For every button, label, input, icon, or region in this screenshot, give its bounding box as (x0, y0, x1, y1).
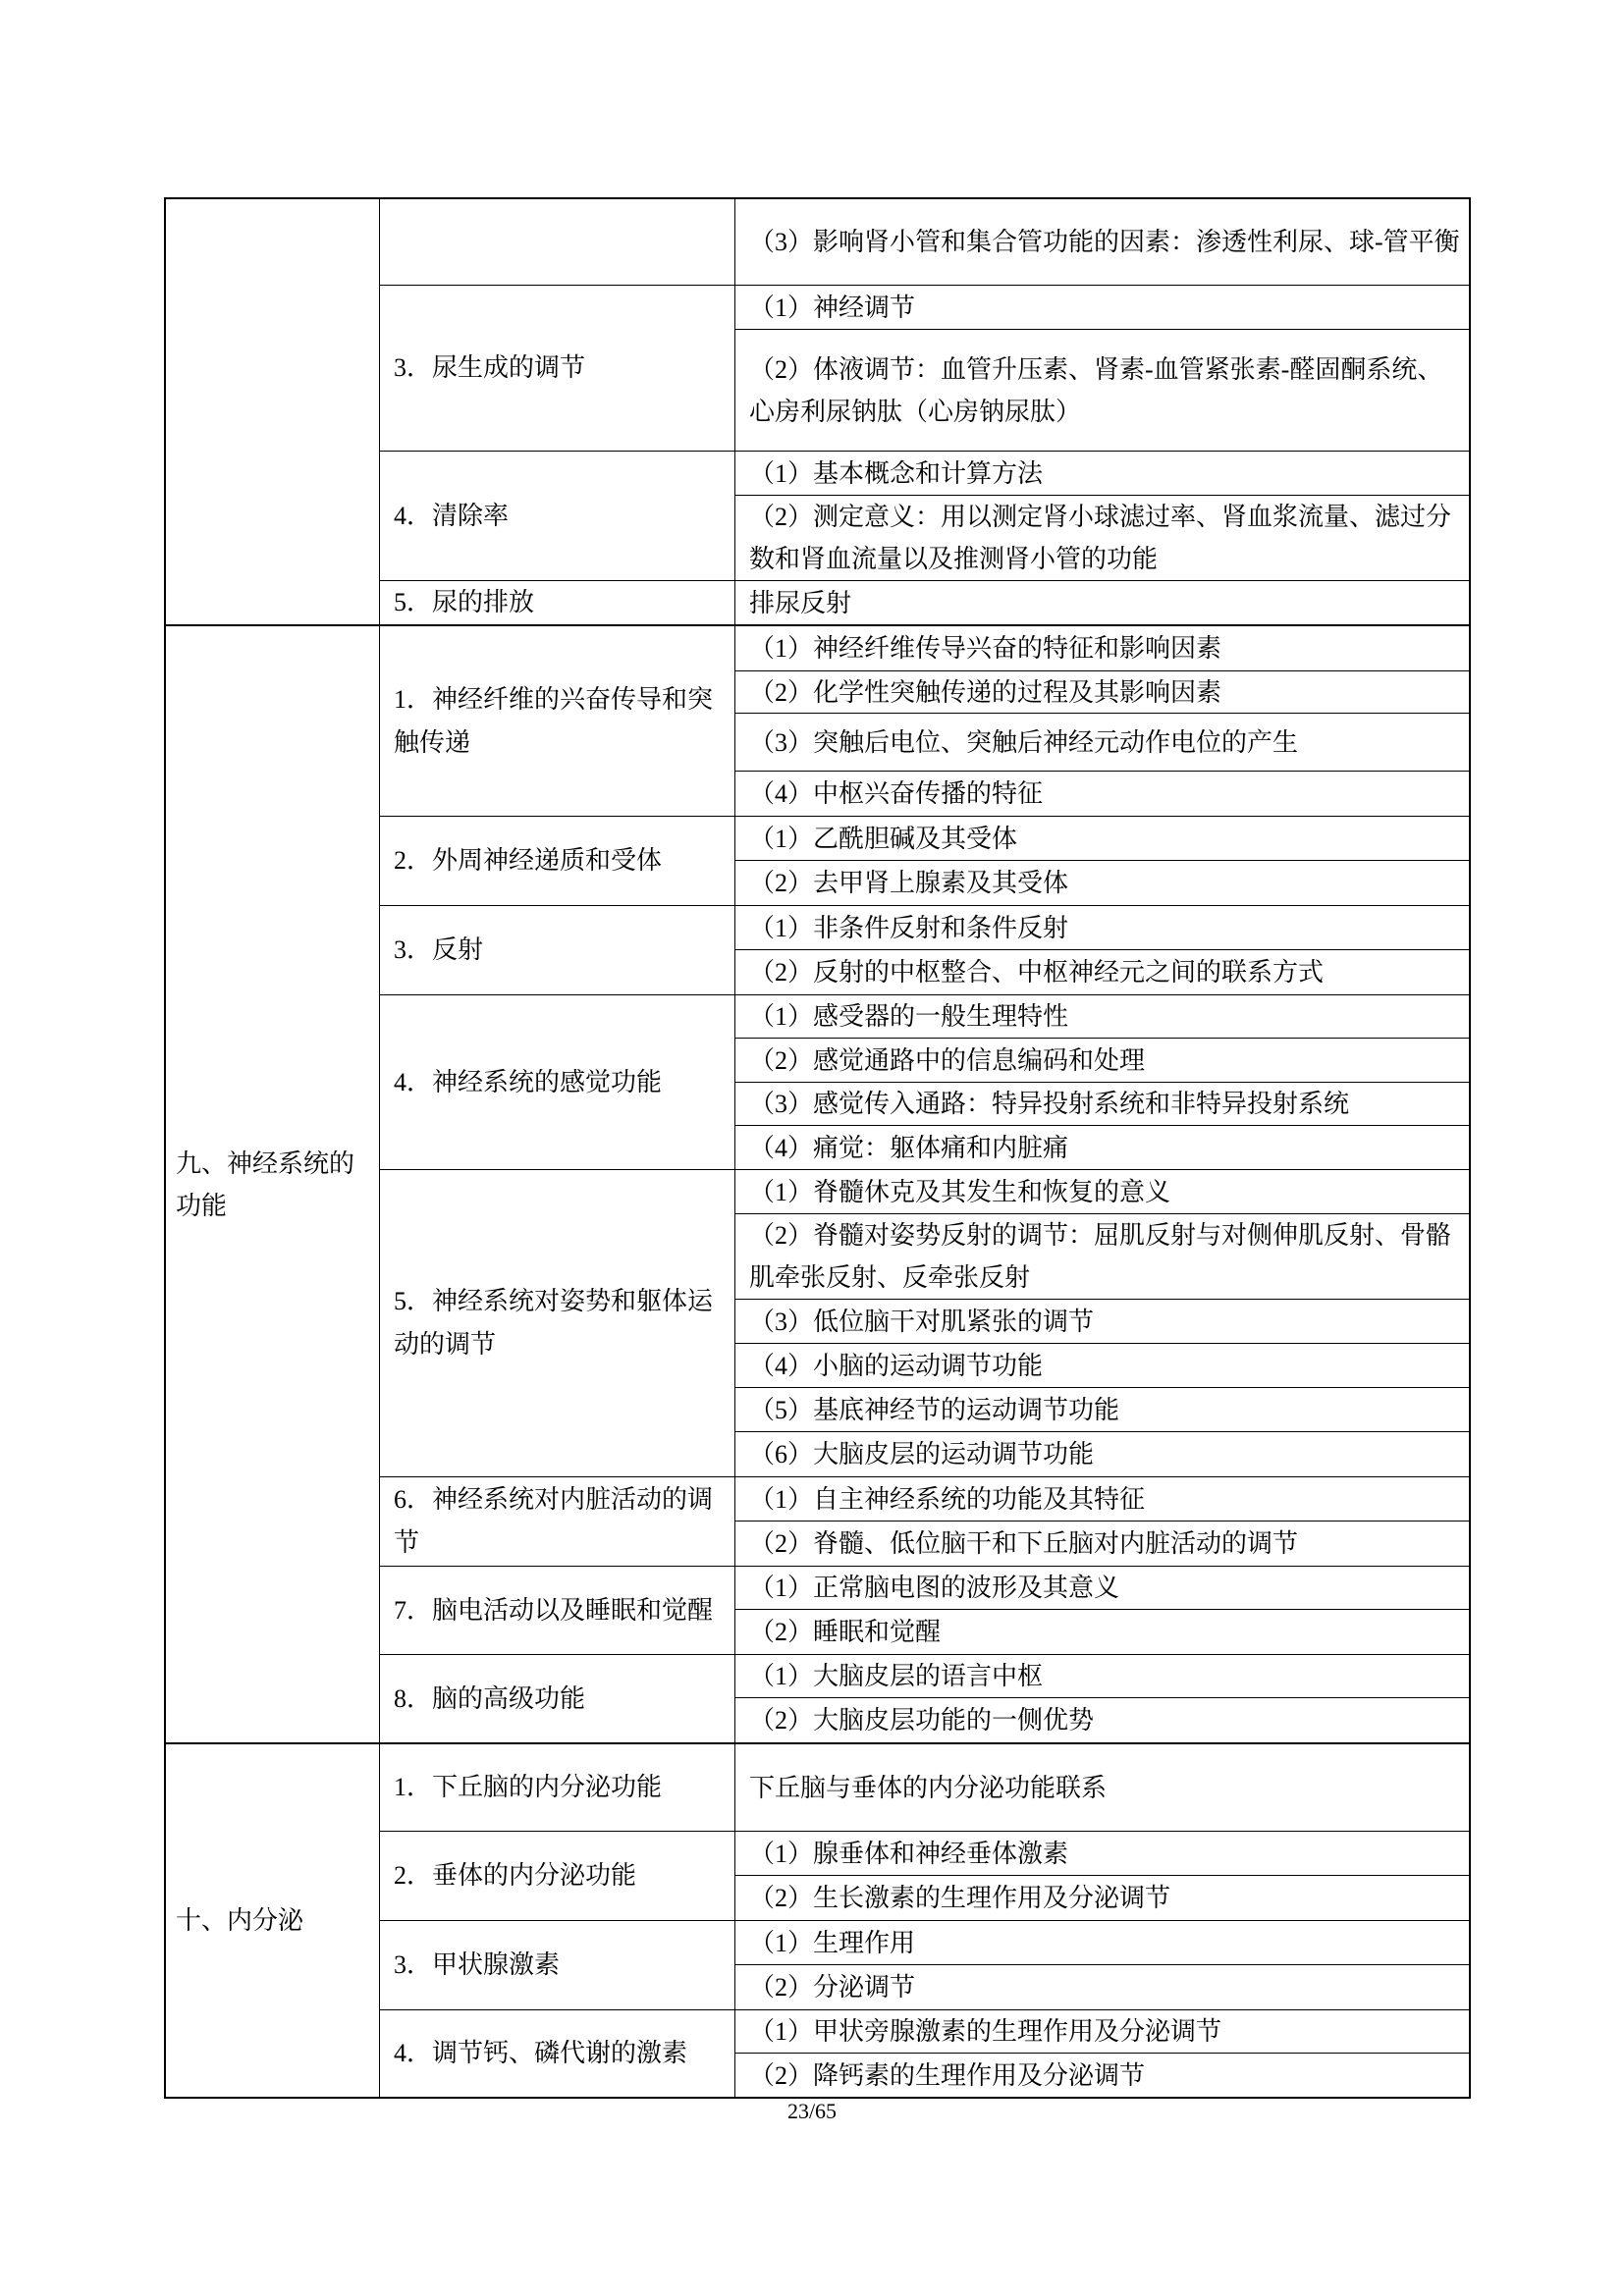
page-number: 23/65 (786, 2099, 838, 2123)
unit-title: 3．甲状腺激素 (380, 1921, 735, 2009)
topic-item: （3）影响肾小管和集合管功能的因素：渗透性利尿、球-管平衡 (749, 228, 1460, 256)
table-row (380, 1170, 1471, 1477)
topic-item: 排尿反射 (749, 588, 852, 617)
topic-item: （2）脊髓、低位脑干和下丘脑对内脏活动的调节 (749, 1529, 1299, 1558)
unit-title: 2．外周神经递质和受体 (380, 817, 735, 905)
table-section (166, 626, 1471, 1744)
topic-item: （2）生长激素的生理作用及分泌调节 (749, 1884, 1171, 1912)
table-row (380, 1744, 1471, 1832)
topic-item: （2）去甲肾上腺素及其受体 (749, 869, 1069, 897)
topic-item: （3）低位脑干对肌紧张的调节 (735, 1300, 1469, 1344)
topic-item: （5）基底神经节的运动调节功能 (735, 1388, 1469, 1432)
unit-title: 7．脑电活动以及睡眠和觉醒 (380, 1567, 735, 1654)
topic-item: （1）生理作用 (735, 1921, 1469, 1965)
unit-title: 2．垂体的内分泌功能 (380, 1832, 735, 1920)
topic-item: （2）分泌调节 (749, 1973, 916, 2002)
table-row (380, 906, 1471, 995)
topic-item: （1）脊髓休克及其发生和恢复的意义 (735, 1170, 1469, 1214)
table-row (380, 1655, 1471, 1742)
topic-item: （1）正常脑电图的波形及其意义 (735, 1567, 1469, 1610)
unit-title: 4．调节钙、磷代谢的激素 (380, 2010, 735, 2097)
topic-item: （3）感觉传入通路：特异投射系统和非特异投射系统 (735, 1083, 1469, 1126)
topic-item: （1）乙酰胆碱及其受体 (735, 817, 1469, 861)
table-row (380, 995, 1471, 1170)
topic-item: （2）测定意义：用以测定肾小球滤过率、肾血浆流量、滤过分数和肾血流量以及推测肾小管的功能 (749, 503, 1452, 573)
table-row (380, 199, 1471, 286)
topic-item: （2）反射的中枢整合、中枢神经元之间的联系方式 (749, 958, 1325, 987)
table-row (380, 1567, 1471, 1655)
topic-item: （2）大脑皮层功能的一侧优势 (749, 1706, 1095, 1735)
topic-item: （2）降钙素的生理作用及分泌调节 (749, 2060, 1146, 2090)
unit-title: 3．反射 (380, 906, 735, 994)
chapter-title: 十、内分泌 (166, 1744, 380, 2097)
topic-item: （3）突触后电位、突触后神经元动作电位的产生 (735, 714, 1469, 772)
topic-item: （1）非条件反射和条件反射 (735, 906, 1469, 950)
topic-item: （1）感受器的一般生理特性 (735, 995, 1469, 1039)
topic-item: （1）神经纤维传导兴奋的特征和影响因素 (735, 626, 1469, 671)
unit-title: 3．尿生成的调节 (380, 286, 735, 451)
table-row (380, 817, 1471, 906)
table-row (380, 1832, 1471, 1921)
unit-title: 8．脑的高级功能 (380, 1655, 735, 1742)
topic-item: （1）神经调节 (735, 286, 1469, 330)
topic-item: （1）基本概念和计算方法 (735, 452, 1469, 496)
topic-item: （2）体液调节：血管升压素、肾素-血管紧张素-醛固酮系统、心房利尿钠肽（心房钠尿肽） (749, 354, 1443, 426)
topic-item: （2）化学性突触传递的过程及其影响因素 (735, 671, 1469, 714)
topic-item: （1）腺垂体和神经垂体激素 (735, 1832, 1469, 1876)
topic-item: （4）中枢兴奋传播的特征 (749, 779, 1044, 808)
topic-item: （1）甲状旁腺激素的生理作用及分泌调节 (735, 2010, 1469, 2054)
table-row (380, 452, 1471, 581)
unit-title: 5．尿的排放 (380, 581, 735, 624)
chapter-title (166, 199, 380, 624)
table-row (380, 581, 1471, 624)
topic-item: （6）大脑皮层的运动调节功能 (749, 1440, 1095, 1468)
table-row (380, 2010, 1471, 2097)
table-row (380, 1477, 1471, 1567)
unit-title: 1．神经纤维的兴奋传导和突触传递 (380, 626, 735, 816)
topic-item: （1）大脑皮层的语言中枢 (735, 1655, 1469, 1698)
table-section (166, 199, 1471, 626)
table-row (380, 286, 1471, 452)
chapter-title: 九、神经系统的功能 (166, 626, 380, 1742)
topic-item: （4）小脑的运动调节功能 (735, 1344, 1469, 1388)
unit-title: 5．神经系统对姿势和躯体运动的调节 (380, 1170, 735, 1476)
unit-title (380, 199, 735, 285)
topic-item: （4）痛觉：躯体痛和内脏痛 (749, 1133, 1069, 1162)
table-section (166, 1744, 1471, 2099)
topic-item: （2）睡眠和觉醒 (749, 1618, 942, 1646)
topic-item: 下丘脑与垂体的内分泌功能联系 (749, 1773, 1108, 1802)
unit-title: 4．神经系统的感觉功能 (380, 995, 735, 1169)
syllabus-table (164, 197, 1471, 2099)
topic-item: （2）感觉通路中的信息编码和处理 (735, 1039, 1469, 1083)
unit-title: 6．神经系统对内脏活动的调节 (380, 1477, 735, 1566)
table-row (380, 626, 1471, 817)
topic-item: （1）自主神经系统的功能及其特征 (735, 1477, 1469, 1522)
unit-title: 1．下丘脑的内分泌功能 (380, 1744, 735, 1831)
table-row (380, 1921, 1471, 2010)
topic-item: （2）脊髓对姿势反射的调节：屈肌反射与对侧伸肌反射、骨骼肌牵张反射、反牵张反射 (735, 1214, 1469, 1300)
unit-title: 4．清除率 (380, 452, 735, 580)
